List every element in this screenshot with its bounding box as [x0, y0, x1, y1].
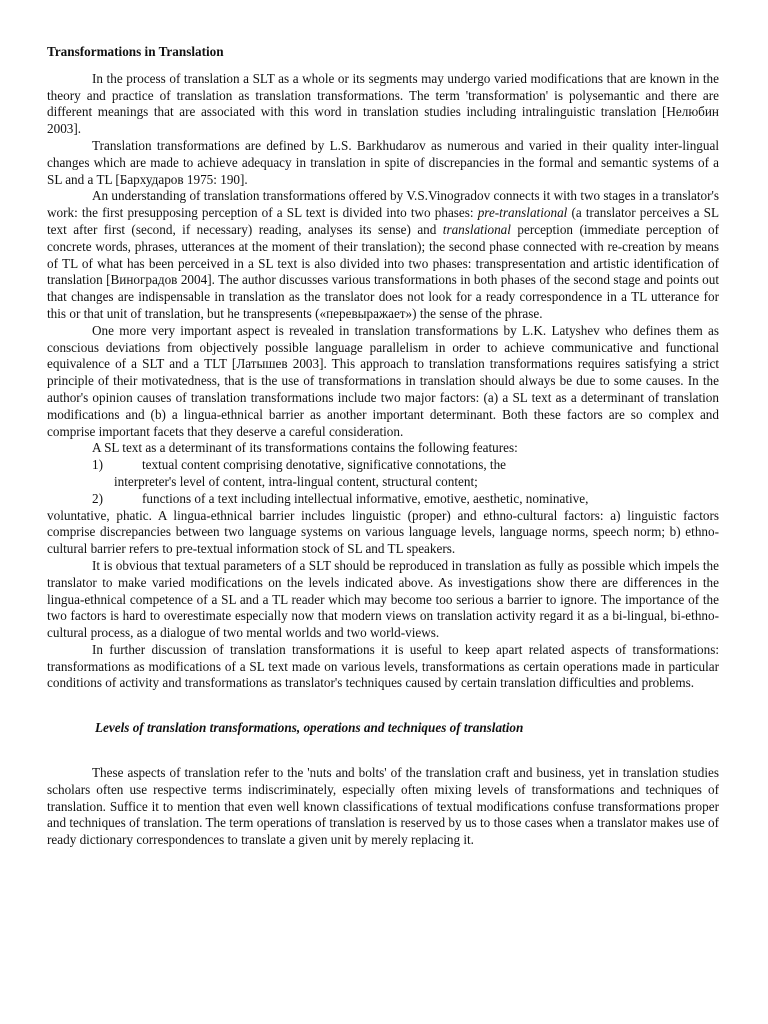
paragraph-3-part-c: perception (immediate perception of concrete words, phrases, utterances at the moment of their translation); the second phase connected with re-creation by means of TL of what has been perceived in a SL text is also divided into two phases: transpresentation and artistic identification of translation [Виноградов 2004]. The author discusses various transformations in both phases of the second stage and points out that changes are indispensable in translation as the translator does not look for a ready correspondence in a TL utterance for this or that unit of translation, but he transpresents («перевыражает») the sense of the phrase.: [47, 221, 719, 321]
list-continuation-2: voluntative, phatic. A lingua-ethnical barrier includes linguistic (proper) and ethno-cultural factors: a) linguistic factors comprise discrepancies between two language systems on various language levels, language norms, speech norm; b) ethno-cultural barrier refers to pre-textual information stock of SL and TL speakers.: [47, 507, 719, 557]
paragraph-2: Translation transformations are defined by L.S. Barkhudarov as numerous and varied in their quality inter-lingual changes which are made to achieve adequacy in translation in spite of discrepancies in the formal and semantic systems of a SL and a TL [Бархударов 1975: 190].: [47, 137, 719, 187]
list-number-2: 2): [92, 490, 103, 506]
paragraph-8: These aspects of translation refer to the 'nuts and bolts' of the translation craft and business, yet in translation studies scholars often use respective terms indiscriminately, especially often mixing levels of transformations and techniques of translation. Suffice it to mention that even well known classifications of textual modifications confuse transformations proper and techniques of translation. The term operations of translation is reserved by us to those cases when a translator makes use of ready dictionary correspondences to translate a given unit by merely replacing it.: [47, 765, 719, 848]
paragraph-1: In the process of translation a SLT as a whole or its segments may undergo varied modifications that are known in the theory and practice of translation as translation transformations. The term 'transformation' is polysemantic and there are different meanings that are associated with this word in translation studies including intralinguistic translation [Нелюбин 2003].: [47, 70, 719, 137]
paragraph-3-part-b: (a translator perceives a SL text after first (second, if necessary) reading, analyses its sense) and: [47, 205, 719, 237]
section-subheading: Levels of translation transformations, operations and techniques of translation: [95, 720, 524, 736]
paragraph-7: In further discussion of translation transformations it is useful to keep apart related aspects of transformations: transformations as modifications of a SL text made on various levels, transformations as certain operations made in particular conditions of activity and transformations as translator's techniques caused by certain translation difficulties and problems.: [47, 641, 719, 691]
list-number-1: 1): [92, 457, 103, 473]
document-title: Transformations in Translation: [47, 44, 224, 59]
paragraph-3-part-a: An understanding of translation transformations offered by V.S.Vinogradov connects it with two stages in a translator's work: the first presupposing perception of a SL text is divided into two phases:: [47, 188, 719, 221]
paragraph-3-emphasis-pre-translational: pre-translational: [477, 205, 568, 221]
paragraph-3: [47, 188, 719, 322]
document-page: [47, 44, 719, 849]
paragraph-4: One more very important aspect is revealed in translation transformations by L.K. Latyshev who defines them as conscious deviations from objectively possible language parallelism in order to achieve communicative and functional equivalence of a SLT and a TLT [Латышев 2003]. This approach to translation transformations requires satisfying a strict principle of their motivatedness, that is the use of transformations in translation should always be due to some causes. In the author's opinion causes of translation transformations include two major factors: (a) a SL text as a determinant of translation modifications and (b) a lingua-ethnical barrier as another important determinant. Both these factors are so complex and comprise important facets that they deserve a careful consideration.: [47, 322, 719, 439]
paragraph-6: It is obvious that textual parameters of a SLT should be reproduced in translation as fully as possible which impels the translator to make varied modifications on the levels indicated above. As investigations show there are differences in the lingua-ethnical competence of a SL and a TL reader which may become too serious a barrier to ignore. The importance of the two factors is hard to overestimate especially now that modern views on translation activity regard it as a bi-lingual, bi-ethno-cultural process, as a dialogue of two mental worlds and two world-views.: [47, 557, 719, 641]
list-continuation-1: interpreter's level of content, intra-lingual content, structural content;: [114, 473, 478, 489]
paragraph-3-emphasis-translational: translational: [442, 221, 511, 237]
list-item-2: [47, 491, 719, 508]
paragraph-5: A SL text as a determinant of its transformations contains the following features:: [92, 440, 518, 456]
list-text-2: functions of a text including intellectual informative, emotive, aesthetic, nominative,: [142, 490, 589, 506]
list-text-1: textual content comprising denotative, significative connotations, the: [142, 457, 507, 473]
list-item-1: [47, 457, 719, 474]
